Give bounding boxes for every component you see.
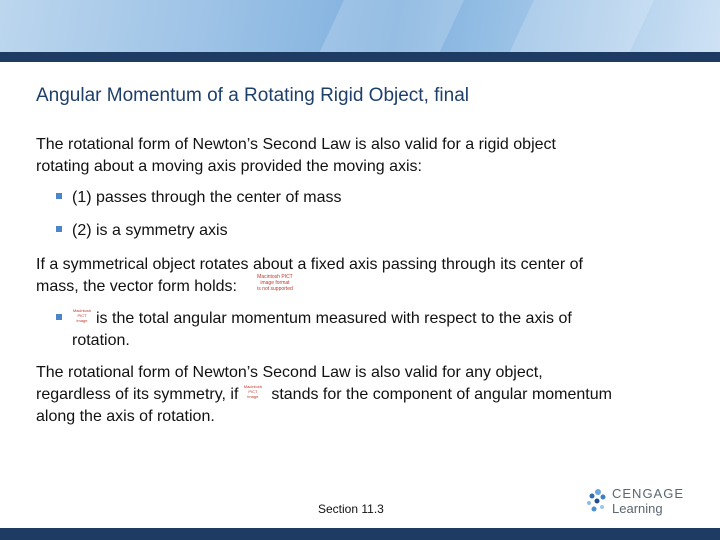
bullet-text: (1) passes through the center of mass <box>72 189 342 206</box>
slide-title: Angular Momentum of a Rotating Rigid Object, final <box>36 85 469 106</box>
paragraph-3-line-3: along the axis of rotation. <box>36 408 215 425</box>
paragraph-1-line-2: rotating about a moving axis provided the moving axis: <box>36 158 422 175</box>
section-label: Section 11.3 <box>318 502 384 516</box>
bullet-square-icon <box>56 193 62 199</box>
bullet-item-2 <box>56 220 686 242</box>
bullet-item-3-line-2: rotation. <box>72 332 130 349</box>
logo-subtitle: Learning <box>612 501 663 516</box>
bullet-item-3-line-1 <box>56 308 686 330</box>
bullet-item-1 <box>56 187 686 209</box>
paragraph-3-line-1: The rotational form of Newton’s Second Law is also valid for any object, <box>36 364 543 381</box>
footer-bar <box>0 528 720 540</box>
paragraph-2-line-2-text: mass, the vector form holds: <box>36 278 237 296</box>
bullet-item-3 <box>56 308 686 352</box>
header-bar <box>0 52 720 62</box>
paragraph-3-line-2-text-a: regardless of its symmetry, if <box>36 386 239 403</box>
paragraph-3 <box>36 362 686 428</box>
paragraph-2-line-1: If a symmetrical object rotates about a fixed axis passing through its center of <box>36 256 583 273</box>
paragraph-3-line-2 <box>36 384 686 406</box>
banner-streak <box>497 0 664 52</box>
bullet-square-icon <box>56 314 62 320</box>
bullet-text: is the total angular momentum measured with respect to the axis of <box>96 310 572 327</box>
bullet-square-icon <box>56 226 62 232</box>
symbol-image-placeholder: Macintosh PICT image <box>72 307 92 323</box>
paragraph-1-line-1: The rotational form of Newton’s Second Law is also valid for a rigid object <box>36 136 556 153</box>
symbol-image-placeholder: Macintosh PICT image <box>243 383 262 399</box>
bullet-text: (2) is a symmetry axis <box>72 222 228 239</box>
paragraph-2 <box>36 254 686 298</box>
cengage-dots-icon <box>584 486 610 516</box>
paragraph-3-line-2-text-b: stands for the component of angular momentum <box>271 386 612 403</box>
logo-name: CENGAGE <box>612 486 685 501</box>
cengage-logo <box>584 486 694 518</box>
equation-image-placeholder: Macintosh PICT image format is not supported <box>257 274 293 292</box>
banner-streak <box>307 0 474 52</box>
header-banner <box>0 0 720 52</box>
paragraph-1 <box>36 134 686 178</box>
paragraph-2-line-2 <box>36 276 686 298</box>
